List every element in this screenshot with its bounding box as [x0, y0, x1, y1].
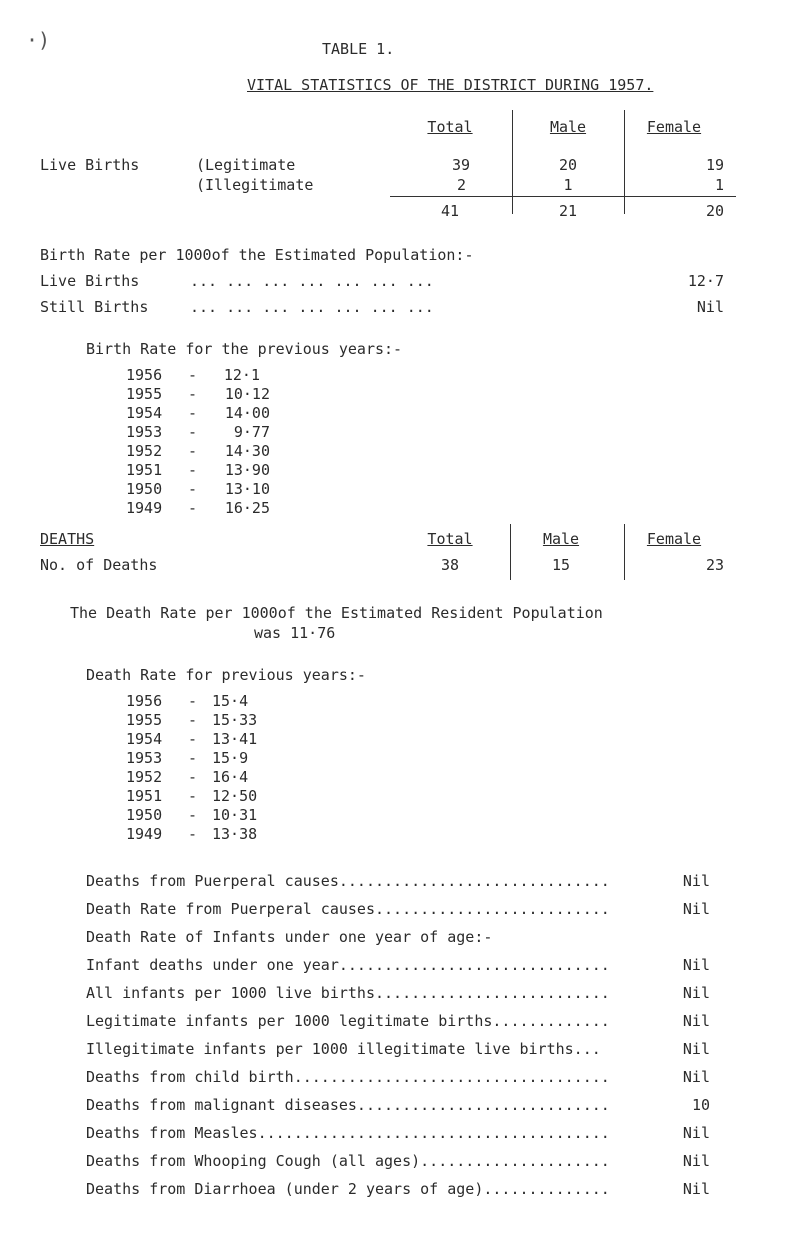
- birth-year: 1950: [126, 480, 163, 498]
- death-rate-value: 10·31: [212, 806, 258, 824]
- corner-mark: ·): [26, 28, 51, 52]
- birth-year: 1956: [126, 366, 163, 384]
- births-total-male: 21: [558, 202, 578, 220]
- live-births-rate-dots: ... ... ... ... ... ... ...: [190, 272, 434, 290]
- deaths-female: 23: [705, 556, 724, 574]
- birth-year: 1953: [126, 423, 163, 441]
- birth-rate-value: 10·12: [224, 385, 270, 403]
- death-rate-value: 15·4: [212, 692, 249, 710]
- dash: -: [188, 749, 198, 767]
- dash: -: [188, 423, 198, 441]
- dash: -: [188, 366, 198, 384]
- dash: -: [188, 730, 198, 748]
- summary-value: Nil: [682, 1124, 710, 1142]
- births-header-total: Total: [427, 118, 473, 136]
- deaths-header-female: Female: [646, 530, 702, 548]
- death-rate-value: 13·41: [212, 730, 258, 748]
- birth-rate-value: 12·1: [223, 366, 260, 384]
- dash: -: [188, 385, 198, 403]
- no-of-deaths-label: No. of Deaths: [40, 556, 158, 574]
- summary-value: Nil: [682, 872, 710, 890]
- deaths-header-male: Male: [542, 530, 580, 548]
- births-total-female: 20: [705, 202, 724, 220]
- death-rate-value: 15·33: [212, 711, 258, 729]
- birth-year: 1949: [126, 499, 163, 517]
- birth-rate-value: 13·10: [224, 480, 270, 498]
- birth-rate-value: 16·25: [224, 499, 270, 517]
- death-rate-value: 13·38: [212, 825, 258, 843]
- birth-rate-value: 13·90: [224, 461, 270, 479]
- birth-rate-previous-heading: Birth Rate for the previous years:-: [86, 340, 403, 358]
- births-divider-1: [512, 110, 513, 214]
- illegitimate-male: 1: [563, 176, 573, 194]
- birth-year: 1951: [126, 461, 163, 479]
- dash: -: [188, 442, 198, 460]
- birth-rate-value: 14·00: [224, 404, 270, 422]
- summary-line: Deaths from child birth...................................: [86, 1068, 610, 1086]
- summary-value: 10: [691, 1096, 710, 1114]
- death-year: 1951: [126, 787, 163, 805]
- legitimate-female: 19: [705, 156, 724, 174]
- death-year: 1949: [126, 825, 163, 843]
- summary-line: Infant deaths under one year..............................: [86, 956, 610, 974]
- death-rate-value: 16·4: [212, 768, 249, 786]
- birth-year: 1954: [126, 404, 163, 422]
- illegitimate-total: 2: [456, 176, 466, 194]
- births-header-female: Female: [646, 118, 702, 136]
- summary-line: Deaths from Diarrhoea (under 2 years of age)..............: [86, 1180, 610, 1198]
- legitimate-label: (Legitimate: [196, 156, 296, 174]
- births-total-total: 41: [440, 202, 460, 220]
- deaths-section-label: DEATHS: [40, 530, 95, 548]
- dash: -: [188, 692, 198, 710]
- table-label: TABLE 1.: [322, 40, 395, 58]
- death-year: 1956: [126, 692, 163, 710]
- dash: -: [188, 825, 198, 843]
- dash: -: [188, 499, 198, 517]
- death-year: 1950: [126, 806, 163, 824]
- birth-year: 1955: [126, 385, 163, 403]
- summary-value: Nil: [682, 984, 710, 1002]
- legitimate-total: 39: [451, 156, 470, 174]
- summary-value: Nil: [682, 956, 710, 974]
- illegitimate-label: (Illegitimate: [196, 176, 314, 194]
- summary-value: Nil: [682, 1068, 710, 1086]
- deaths-male: 15: [551, 556, 571, 574]
- dash: -: [188, 404, 198, 422]
- live-births-rate-value: 12·7: [687, 272, 724, 290]
- still-births-rate-value: Nil: [696, 298, 724, 316]
- births-header-male: Male: [549, 118, 587, 136]
- summary-line: Death Rate of Infants under one year of age:-: [86, 928, 493, 946]
- deaths-total: 38: [440, 556, 460, 574]
- death-year: 1953: [126, 749, 163, 767]
- death-rate-line2: was 11·76: [254, 624, 336, 642]
- birth-rate-value: 14·30: [224, 442, 270, 460]
- dash: -: [188, 461, 198, 479]
- death-rate-line1: The Death Rate per 1000of the Estimated Resident Population: [70, 604, 603, 622]
- summary-value: Nil: [682, 1180, 710, 1198]
- summary-value: Nil: [682, 1152, 710, 1170]
- death-rate-previous-heading: Death Rate for previous years:-: [86, 666, 366, 684]
- summary-line: Illegitimate infants per 1000 illegitimate live births...: [86, 1040, 601, 1058]
- summary-line: All infants per 1000 live births..........................: [86, 984, 610, 1002]
- deaths-divider-1: [510, 524, 511, 580]
- illegitimate-female: 1: [714, 176, 724, 194]
- death-year: 1952: [126, 768, 163, 786]
- death-year: 1954: [126, 730, 163, 748]
- summary-line: Deaths from Measles.......................................: [86, 1124, 610, 1142]
- birth-rate-heading: Birth Rate per 1000of the Estimated Population:-: [40, 246, 474, 264]
- dash: -: [188, 768, 198, 786]
- birth-rate-value: 9·77: [233, 423, 270, 441]
- summary-line: Legitimate infants per 1000 legitimate births.............: [86, 1012, 610, 1030]
- summary-line: Deaths from Puerperal causes..............................: [86, 872, 610, 890]
- births-total-rule: [390, 196, 736, 197]
- dash: -: [188, 480, 198, 498]
- dash: -: [188, 806, 198, 824]
- summary-value: Nil: [682, 1040, 710, 1058]
- summary-line: Deaths from Whooping Cough (all ages).....................: [86, 1152, 610, 1170]
- death-year: 1955: [126, 711, 163, 729]
- dash: -: [188, 711, 198, 729]
- summary-value: Nil: [682, 1012, 710, 1030]
- summary-line: Deaths from malignant diseases............................: [86, 1096, 610, 1114]
- dash: -: [188, 787, 198, 805]
- legitimate-male: 20: [558, 156, 578, 174]
- summary-line: Death Rate from Puerperal causes..........................: [86, 900, 610, 918]
- death-rate-value: 15·9: [212, 749, 249, 767]
- still-births-rate-dots: ... ... ... ... ... ... ...: [190, 298, 434, 316]
- page-title: VITAL STATISTICS OF THE DISTRICT DURING 1957.: [247, 76, 654, 94]
- birth-year: 1952: [126, 442, 163, 460]
- summary-value: Nil: [682, 900, 710, 918]
- live-births-label: Live Births: [40, 156, 140, 174]
- deaths-header-total: Total: [427, 530, 473, 548]
- still-births-rate-label: Still Births: [40, 298, 149, 316]
- live-births-rate-label: Live Births: [40, 272, 140, 290]
- death-rate-value: 12·50: [212, 787, 258, 805]
